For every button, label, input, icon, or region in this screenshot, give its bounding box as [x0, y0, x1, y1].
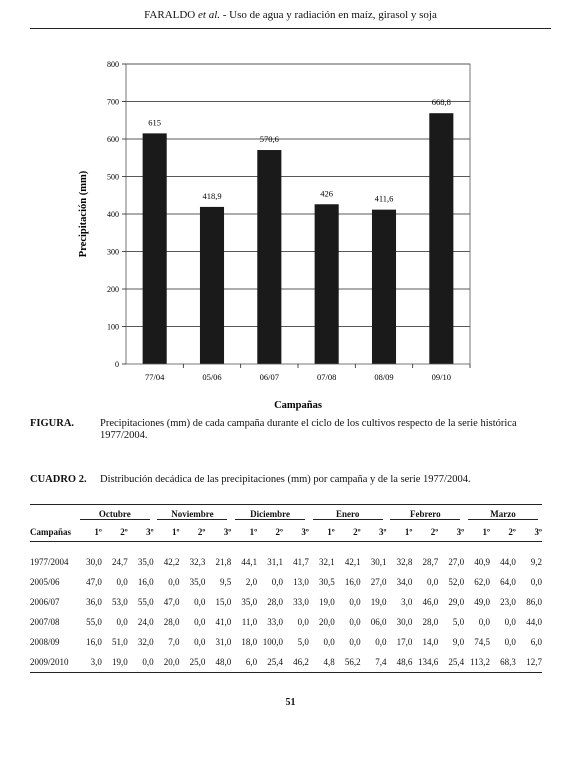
- figure-caption-label: FIGURA.: [30, 418, 75, 429]
- table-value-cell: 0,0: [194, 637, 206, 647]
- table-value-cell: 20,0: [318, 617, 335, 627]
- table-spacer-cell: [30, 542, 542, 553]
- chart-x-tick-label: 07/08: [316, 372, 337, 382]
- table-value-cell: 15,0: [215, 597, 232, 607]
- table-value-cell: 68,3: [490, 652, 516, 673]
- table-value-cell: 6,0: [231, 652, 257, 673]
- chart-bar: [429, 113, 453, 364]
- table-value-cell: 56,2: [335, 652, 361, 673]
- table-value-cell: 0,0: [530, 577, 542, 587]
- table-value-cell: 32,3: [189, 557, 206, 567]
- header-rule: [30, 28, 551, 29]
- table-value-cell: 28,0: [267, 597, 283, 607]
- table-value-cell: 30,0: [86, 557, 102, 567]
- table-value-cell: 5,0: [452, 617, 465, 627]
- table-month-label: Enero: [313, 509, 383, 520]
- chart-grid: [126, 64, 470, 327]
- table-value-cell: 9,0: [452, 637, 465, 647]
- table-decade-header: 2º: [335, 523, 361, 542]
- table-value-cell: 2,0: [245, 577, 258, 587]
- table-row: [30, 652, 542, 673]
- figure-caption-text: Precipitaciones (mm) de cada campaña durante el ciclo de los cultivos respecto de la serie histórica 1977/2004.: [100, 418, 517, 441]
- table-decade-header: 2º: [102, 523, 128, 542]
- table-value-cell: 34,0: [396, 577, 413, 587]
- chart-bars: [143, 97, 454, 364]
- chart-y-tick-label: 600: [107, 135, 119, 144]
- table-value-cell: 20,0: [154, 652, 180, 673]
- chart-x-tick-label: 06/07: [259, 372, 280, 382]
- table-month-header: [386, 505, 464, 524]
- table-campaign-cell: 2009/2010: [30, 652, 76, 673]
- table-value-cell: 52,0: [448, 577, 465, 587]
- table-month-label: Noviembre: [157, 509, 227, 520]
- table-value-cell: 7,4: [361, 652, 387, 673]
- table-value-cell: 14,0: [422, 637, 439, 647]
- table-header-empty: [30, 505, 76, 524]
- table-value-cell: 0,0: [349, 617, 361, 627]
- table-value-cell: 0,0: [194, 597, 206, 607]
- table-value-cell: 36,0: [86, 597, 102, 607]
- table-value-cell: 11,0: [241, 617, 258, 627]
- table-value-cell: 30,1: [370, 557, 387, 567]
- table-decade-header: 1º: [231, 523, 257, 542]
- table-value-cell: 55,0: [137, 597, 154, 607]
- table-value-cell: 35,0: [241, 597, 258, 607]
- table-value-cell: 9,5: [219, 577, 232, 587]
- precipitation-table: [30, 504, 542, 673]
- table-value-cell: 41,0: [215, 617, 232, 627]
- chart-y-tick-label: 700: [107, 97, 119, 107]
- table-value-cell: 25,0: [179, 652, 205, 673]
- chart-bar: [315, 204, 339, 364]
- table-value-cell: 28,0: [422, 617, 439, 627]
- table-decade-header: 3º: [128, 523, 154, 542]
- table-value-cell: 27,0: [448, 557, 465, 567]
- table-value-cell: 9,2: [530, 557, 542, 567]
- header-title: - Uso de agua y radiación en maíz, girasol y soja: [220, 9, 437, 21]
- table-decade-header: 1º: [309, 523, 335, 542]
- table-value-cell: 49,0: [474, 597, 490, 607]
- table-month-header: [231, 505, 309, 524]
- table-month-header: [309, 505, 387, 524]
- table-row: [30, 632, 542, 652]
- table-decade-header: 3º: [438, 523, 464, 542]
- table-value-cell: 0,0: [297, 617, 309, 627]
- table-value-cell: 19,0: [318, 597, 335, 607]
- chart-y-tick-label: 200: [107, 285, 119, 294]
- table-month-label: Marzo: [468, 509, 538, 520]
- header-etal: et al.: [198, 9, 220, 21]
- header-authors: FARALDO: [144, 9, 198, 21]
- table-campaign-cell: 2006/07: [30, 597, 60, 607]
- table-campaign-cell: 2008/09: [30, 637, 60, 647]
- chart-y-axis-label: Precipitación (mm): [78, 170, 89, 258]
- table-value-cell: 35,0: [189, 577, 206, 587]
- table-value-cell: 41,7: [293, 557, 309, 567]
- table-decade-header: 3º: [361, 523, 387, 542]
- table-value-cell: 19,0: [102, 652, 128, 673]
- table-value-cell: 31,0: [215, 637, 232, 647]
- chart-data-label: 411,6: [374, 193, 394, 204]
- table-decade-header: 2º: [490, 523, 516, 542]
- table-value-cell: 13,0: [293, 577, 309, 587]
- chart-y-tick-label: 100: [107, 322, 119, 332]
- chart-x-tick-label: 09/10: [431, 372, 452, 382]
- table-value-cell: 31,1: [267, 557, 283, 567]
- table-decade-header: 2º: [412, 523, 438, 542]
- table-value-cell: 5,0: [297, 637, 309, 647]
- chart-bar: [372, 210, 396, 364]
- table-value-cell: 4,8: [309, 652, 335, 673]
- table-value-cell: 40,9: [474, 557, 490, 567]
- table-value-cell: 100,0: [262, 637, 283, 647]
- table-value-cell: 55,0: [86, 617, 102, 627]
- table-value-cell: 29,0: [448, 597, 465, 607]
- table-month-header-row: [30, 505, 542, 524]
- table-value-cell: 30,0: [396, 617, 413, 627]
- table-value-cell: 0,0: [271, 577, 283, 587]
- chart-y-tick-label: 0: [115, 360, 119, 369]
- table-value-cell: 0,0: [426, 577, 439, 587]
- table-decade-header: 1º: [464, 523, 490, 542]
- table-value-cell: 7,0: [168, 637, 180, 647]
- table-value-cell: 32,8: [396, 557, 413, 567]
- chart-x-tick-label: 08/09: [374, 372, 394, 382]
- table-value-cell: 51,0: [111, 637, 128, 647]
- chart-x-axis-label: Campañas: [274, 400, 322, 411]
- table-campaign-cell: 2007/08: [30, 617, 60, 627]
- table-value-cell: 0,0: [349, 597, 361, 607]
- table-value-cell: 0,0: [478, 617, 490, 627]
- table-value-cell: 25,4: [438, 652, 464, 673]
- table-decade-header: 1º: [76, 523, 102, 542]
- table-campaign-header: Campañas: [30, 523, 76, 542]
- table-month-header: [154, 505, 232, 524]
- table-value-cell: 21,8: [215, 557, 232, 567]
- chart-y-tick-label: 500: [107, 172, 119, 182]
- table-value-cell: 19,0: [370, 597, 387, 607]
- table-decade-header: 2º: [179, 523, 205, 542]
- table-value-cell: 35,0: [137, 557, 154, 567]
- table-value-cell: 6,0: [530, 637, 542, 647]
- table-value-cell: 48,0: [205, 652, 231, 673]
- table-value-cell: 44,0: [500, 557, 516, 567]
- table-value-cell: 0,0: [116, 617, 128, 627]
- table-campaign-cell: 1977/2004: [30, 557, 69, 567]
- chart-bar: [257, 150, 281, 364]
- table-month-header: [464, 505, 542, 524]
- table-value-cell: 12,7: [516, 652, 542, 673]
- table-value-cell: 0,0: [116, 577, 128, 587]
- table-row: [30, 612, 542, 632]
- table-spacer-row: [30, 542, 542, 553]
- table-decade-header: 3º: [205, 523, 231, 542]
- table-value-cell: 33,0: [293, 597, 309, 607]
- table-value-cell: 18,0: [241, 637, 258, 647]
- table-decade-header: 1º: [154, 523, 180, 542]
- table-value-cell: 16,0: [344, 577, 361, 587]
- table-decade-header: 1º: [386, 523, 412, 542]
- table-value-cell: 47,0: [163, 597, 180, 607]
- table-value-cell: 44,0: [526, 617, 542, 627]
- table-value-cell: 0,0: [349, 637, 361, 647]
- table-value-cell: 47,0: [86, 577, 102, 587]
- table-value-cell: 23,0: [500, 597, 516, 607]
- table-value-cell: 24,0: [137, 617, 154, 627]
- table-value-cell: 74,5: [474, 637, 490, 647]
- table-month-label: Diciembre: [235, 509, 305, 520]
- chart-y-tick-label: 800: [107, 60, 119, 69]
- chart-x-tick-label: 05/06: [202, 372, 222, 382]
- table-value-cell: 46,0: [422, 597, 439, 607]
- table-value-cell: 32,0: [137, 637, 154, 647]
- table-value-cell: 0,0: [504, 637, 516, 647]
- table-value-cell: 134,6: [412, 652, 438, 673]
- table-value-cell: 28,7: [422, 557, 439, 567]
- table-value-cell: 42,2: [163, 557, 180, 567]
- table-value-cell: 16,0: [86, 637, 102, 647]
- table-value-cell: 25,4: [257, 652, 283, 673]
- table-decade-header: 2º: [257, 523, 283, 542]
- chart-y-tick-label: 300: [107, 247, 119, 257]
- chart-data-label: 418,9: [202, 190, 222, 201]
- chart-data-label: 426: [320, 188, 334, 199]
- table-value-cell: 0,0: [194, 617, 206, 627]
- chart-data-label: 615: [148, 117, 162, 128]
- table-month-label: Febrero: [390, 509, 460, 520]
- precipitation-bar-chart: [70, 52, 490, 417]
- table-value-cell: 46,2: [283, 652, 309, 673]
- chart-data-label: 668,8: [431, 97, 451, 108]
- table-value-cell: 06,0: [370, 617, 387, 627]
- table-value-cell: 42,1: [344, 557, 361, 567]
- table-value-cell: 17,0: [396, 637, 413, 647]
- table-campaign-cell: 2005/06: [30, 577, 60, 587]
- table-value-cell: 113,2: [464, 652, 490, 673]
- chart-data-label: 570,6: [259, 134, 279, 145]
- table-value-cell: 24,7: [111, 557, 128, 567]
- table-row: [30, 572, 542, 592]
- table-value-cell: 0,0: [504, 617, 516, 627]
- table-value-cell: 0,0: [375, 637, 387, 647]
- chart-x-tick-label: 77/04: [144, 372, 165, 382]
- table-value-cell: 33,0: [267, 617, 283, 627]
- page-number: 51: [285, 697, 296, 708]
- table-value-cell: 86,0: [526, 597, 542, 607]
- running-header: [30, 9, 551, 21]
- table-decade-header: 3º: [283, 523, 309, 542]
- table-value-cell: 53,0: [111, 597, 128, 607]
- table-value-cell: 0,0: [323, 637, 335, 647]
- chart-y-tick-label: 400: [107, 210, 119, 219]
- table-decade-header: 3º: [516, 523, 542, 542]
- table-row: [30, 592, 542, 612]
- table-value-cell: 48,6: [386, 652, 412, 673]
- table-value-cell: 44,1: [241, 557, 258, 567]
- table-month-header: [76, 505, 154, 524]
- table-value-cell: 64,0: [500, 577, 516, 587]
- chart-bar: [200, 207, 224, 364]
- table-value-cell: 32,1: [318, 557, 335, 567]
- table-value-cell: 0,0: [128, 652, 154, 673]
- table-value-cell: 30,5: [318, 577, 335, 587]
- table-value-cell: 27,0: [370, 577, 387, 587]
- table-row: [30, 552, 542, 572]
- table-caption-text: Distribución decádica de las precipitaciones (mm) por campaña y de la serie 1977/2004.: [100, 474, 471, 485]
- table-decade-header-row: [30, 523, 542, 542]
- table-caption-label: CUADRO 2.: [30, 474, 87, 485]
- table-month-label: Octubre: [80, 509, 150, 520]
- table-value-cell: 62,0: [474, 577, 490, 587]
- table-value-cell: 0,0: [168, 577, 180, 587]
- table-value-cell: 3,0: [76, 652, 102, 673]
- table-value-cell: 28,0: [163, 617, 180, 627]
- table-value-cell: 16,0: [137, 577, 154, 587]
- table-value-cell: 3,0: [401, 597, 413, 607]
- chart-bar: [143, 133, 167, 364]
